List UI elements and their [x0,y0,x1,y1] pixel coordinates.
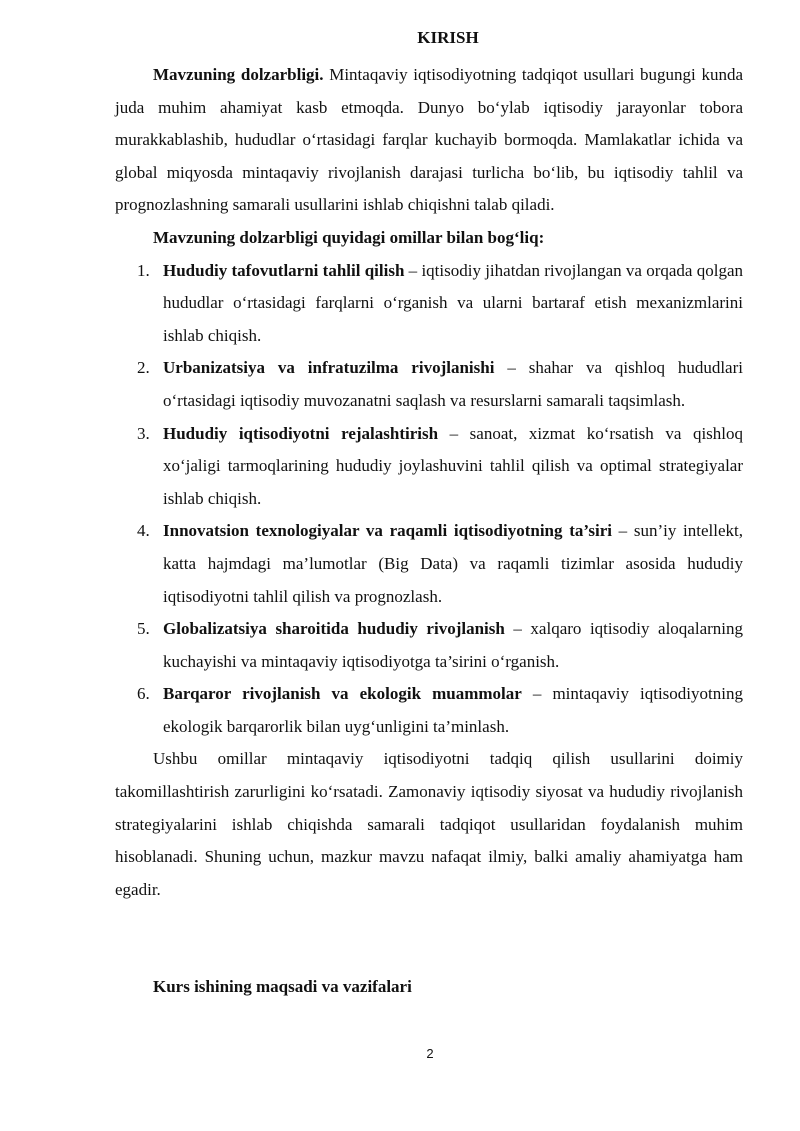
list-item-title: Globalizatsiya sharoitida hududiy rivojlanish [163,619,505,639]
list-item-number: 2. [137,358,150,378]
list-item-title: Innovatsion texnologiyalar va raqamli iqtisodiyotning ta’siri [163,521,612,541]
intro-bold-lead: Mavzuning dolzarbligi. [153,65,324,84]
list-item [115,418,743,516]
factors-list [115,255,743,744]
list-item-title: Barqaror rivojlanish va ekologik muammolar [163,684,522,704]
list-item-text: – sun’iy intellekt, katta hajmdagi ma’lumotlar (Big Data) va raqamli tizimlar asosida hududiy iqtisodiyotni tahlil qilish va prognozlash. [163,521,743,606]
intro-text: Mintaqaviy iqtisodiyotning tadqiqot usullari bugungi kunda juda muhim ahamiyat kasb etmoqda. Dunyo bo‘ylab iqtisodiy jarayonlar tobora murakkablashib, hududlar o‘rtasidagi farqlar kuchayib bormoqda. Mamlakatlar ichida va global miqyosda mintaqaviy rivojlanish darajasi turlicha bo‘lib, bu iqtisodiy tahlil va prognozlashning samarali usullarini ishlab chiqishni talab qiladi. [115,65,743,215]
list-item-text: – mintaqaviy iqtisodiyotning ekologik barqarorlik bilan uyg‘unligini ta’minlash. [163,684,743,736]
list-item-text: – sanoat, xizmat ko‘rsatish va qishloq xo‘jaligi tarmoqlarining hududiy joylashuvini tahlil qilish va optimal strategiyalar ishlab chiqish. [163,423,744,508]
factors-heading: Mavzuning dolzarbligi quyidagi omillar bilan bog‘liq: [153,227,545,247]
list-item-number: 3. [137,423,150,443]
list-item-title: Urbanizatsiya va infratuzilma rivojlanishi [163,358,495,378]
list-item-number: 5. [137,619,150,639]
list-item-title: Hududiy iqtisodiyotni rejalashtirish [163,423,439,443]
section-spacer [115,906,743,971]
list-item-text: – shahar va qishloq hududlari o‘rtasidagi iqtisodiy muvozanatni saqlash va resurslarni samarali taqsimlash. [163,358,743,410]
page-number: 2 [426,1046,434,1061]
list-item-number: 4. [137,521,150,541]
list-item-title: Hududiy tafovutlarni tahlil qilish [163,260,405,280]
list-item [115,678,743,743]
page-title: KIRISH [417,28,479,47]
conclusion-paragraph: Ushbu omillar mintaqaviy iqtisodiyotni tadqiq qilish usullarini doimiy takomillashtirish zarurligini ko‘rsatadi. Zamonaviy iqtisodiy siyosat va hududiy rivojlanish strategiyalarini ishlab chiqishda samarali tadqiqot usullaridan foydalanish muhim hisoblanadi. Shuning uchun, mazkur mavzu nafaqat ilmiy, balki amaliy ahamiyatga ham egadir. [115,749,743,899]
list-item-number: 6. [137,684,150,704]
list-item [115,255,743,353]
list-item [115,613,743,678]
list-item [115,515,743,613]
section-heading: Kurs ishining maqsadi va vazifalari [153,977,412,997]
list-item-number: 1. [137,260,150,280]
list-item-text: – xalqaro iqtisodiy aloqalarning kuchayishi va mintaqaviy iqtisodiyotga ta’sirini o‘rganish. [163,619,743,671]
list-item-text: – iqtisodiy jihatdan rivojlangan va orqada qolgan hududlar o‘rtasidagi farqlarni o‘rganish va ularni bartaraf etish mexanizmlarini ishlab chiqish. [163,260,743,345]
intro-paragraph [115,59,743,222]
list-item [115,352,743,417]
document-body [115,59,743,1004]
